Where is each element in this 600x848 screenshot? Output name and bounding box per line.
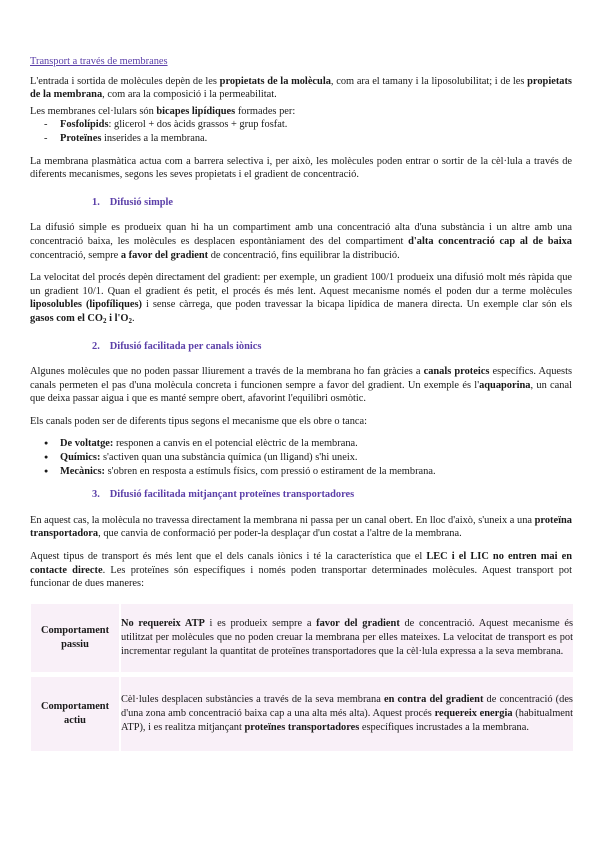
text: específics. Aquests canals permeten el pas d'una molècula concreta i funcionen sempre a favor del gradient. Un exemple és l' <box>30 366 572 391</box>
table-row <box>30 603 574 673</box>
section-heading-3 <box>92 488 572 502</box>
section-3-paragraph-2 <box>30 550 572 591</box>
table-row <box>30 673 574 752</box>
text: Aquest tipus de transport és més lent que el dels canals iònics i té la característica que el <box>30 551 427 563</box>
bold-text: gasos com el CO <box>30 312 104 324</box>
section-number: 3. <box>92 489 100 501</box>
bold-text: Mecànics: <box>60 465 106 477</box>
text: . <box>131 312 135 324</box>
intro-paragraph-3: La membrana plasmàtica actua com a barrera selectiva i, per això, les molècules poden entrar o sortir de la cèl·lula a través de diferents mecanismes, segons les seves propietats i el gradient de concentració. <box>30 155 572 181</box>
subscript: 2 <box>103 316 107 325</box>
text: La difusió simple es produeix quan hi ha un compartiment amb una concentració alta d'una substància i un altre amb una concentració baixa, les molècules es desplacen espontàniament des del compartiment <box>30 222 572 247</box>
membrane-components-list <box>44 118 572 145</box>
bold-text: en contra del gradient <box>383 694 484 706</box>
intro-paragraph-1 <box>30 75 572 102</box>
section-title: Difusió facilitada mitjançant proteïnes transportadores <box>109 489 355 501</box>
bold-text: proteïnes transportadores <box>244 721 360 733</box>
text: responen a canvis en el potencial elèctric de la membrana. <box>113 438 358 450</box>
section-1-paragraph-1 <box>30 221 572 262</box>
text: , com ara el tamany i la liposolubilitat; i de les <box>330 75 528 87</box>
bold-text: LEC i el LIC no entren mai en contacte directe <box>30 551 572 576</box>
text: La velocitat del procés depèn directament del gradient: per exemple, un gradient 100/1 produeix una difusió molt més ràpida que un gradient 10/1. Quan el gradient és petit, el procés és més lent. Aquest mecanisme només el poden dur a terme molècules <box>30 272 572 297</box>
text: (habitualment ATP), i es realitza mitjançant <box>121 708 573 733</box>
text: formades per: <box>235 105 296 117</box>
text: inserides a la membrana. <box>101 132 208 144</box>
bold-text: aquaporina <box>479 379 531 391</box>
bold-text: propietats de la molècula <box>219 75 331 87</box>
section-title: Difusió facilitada per canals iònics <box>109 340 262 352</box>
section-heading-2 <box>92 340 572 354</box>
text: Cèl·lules desplacen substàncies a través de la seva membrana <box>121 694 384 706</box>
section-2-paragraph-1 <box>30 365 572 406</box>
page-title[interactable]: Transport a través de membranes <box>30 56 168 67</box>
bold-text: liposolubles (lipofíliques) <box>30 299 142 311</box>
section-title: Difusió simple <box>109 196 174 208</box>
bold-text: Químics: <box>60 452 101 464</box>
text: de concentració. Aquest mecanisme és utilitzat per molècules que no poden creuar la membrana per elles mateixes. La velocitat de transport es pot incrementar regulant la quantitat de proteïnes transportadores que la cèl·lula expressa a la seva membrana. <box>121 618 573 657</box>
text: , un canal que deixa passar aigua i que es manté sempre obert, afavorint l'equilibri osmòtic. <box>30 379 572 405</box>
text: de concentració (des d'una zona amb concentració baixa cap a una alta més alta). Aquest procés <box>121 694 573 720</box>
list-item <box>44 118 572 132</box>
text: Les membranes cel·lulars són <box>30 105 157 117</box>
text: L'entrada i sortida de molècules depèn de les <box>30 75 220 87</box>
section-number: 2. <box>92 340 100 352</box>
bold-text: De voltatge: <box>60 438 114 450</box>
bold-text: Fosfolípids <box>60 119 109 131</box>
bold-text: requereix energia <box>434 708 513 720</box>
text: . Les proteïnes són específiques i només poden transportar determinades molècules. Aquest transport pot funcionar de dues maneres: <box>30 564 572 590</box>
subscript: 2 <box>128 316 132 325</box>
section-1-paragraph-2 <box>30 271 572 325</box>
bold-text: proteïna transportadora <box>30 514 572 540</box>
bold-text: a favor del gradient <box>120 249 209 261</box>
bold-text: bicapes lipídiques <box>156 105 236 117</box>
text: i sense càrrega, que poden travessar la bicapa lipídica de manera directa. Un exemple clar són els <box>141 299 572 311</box>
list-item <box>44 437 572 451</box>
section-2-paragraph-2: Els canals poden ser de diferents tipus segons el mecanisme que els obre o tanca: <box>30 415 368 427</box>
text: s'obren en resposta a estímuls físics, com pressió o estirament de la membrana. <box>105 465 436 477</box>
section-number: 1. <box>92 196 100 208</box>
section-3-paragraph-1 <box>30 514 572 541</box>
text: Algunes molècules que no poden passar lliurement a través de la membrana ho fan gràcies a <box>30 366 424 378</box>
row-description <box>120 673 574 752</box>
text: En aquest cas, la molècula no travessa directament la membrana ni passa per un canal obert. En lloc d'això, s'uneix a una <box>30 514 535 526</box>
bold-text: d'alta concentració cap al de baixa <box>408 235 572 247</box>
list-item <box>44 465 572 479</box>
bold-text: i l'O <box>106 312 129 324</box>
list-item <box>44 132 572 146</box>
bold-text: No requereix ATP <box>121 618 205 630</box>
text: i es produeix sempre a <box>204 618 317 630</box>
document-page <box>30 55 572 752</box>
row-label: Comportament passiu <box>30 603 120 673</box>
text: , com ara la composició i la permeabilitat. <box>102 89 277 101</box>
intro-paragraph-2 <box>30 105 572 119</box>
row-label: Comportament actiu <box>30 673 120 752</box>
channel-types-list <box>44 437 572 478</box>
bold-text: canals proteics <box>423 366 490 378</box>
bold-text: Proteïnes <box>60 132 102 144</box>
bold-text: propietats de la membrana <box>30 75 572 101</box>
text: : glicerol + dos àcids grassos + grup fosfat. <box>108 119 288 131</box>
bold-text: favor del gradient <box>316 618 400 630</box>
text: de concentració, fins equilibrar la distribució. <box>208 249 400 261</box>
list-item <box>44 451 572 465</box>
text: s'activen quan una substància química (un lligand) s'hi uneix. <box>100 452 358 464</box>
section-heading-1 <box>92 196 572 210</box>
transport-comparison-table <box>30 603 574 752</box>
text: concentració, sempre <box>30 249 121 261</box>
text: específiques incrustades a la membrana. <box>359 721 529 733</box>
text: , que canvia de conformació per poder-la desplaçar d'un costat a l'altre de la membrana. <box>98 528 462 540</box>
row-description <box>120 603 574 673</box>
